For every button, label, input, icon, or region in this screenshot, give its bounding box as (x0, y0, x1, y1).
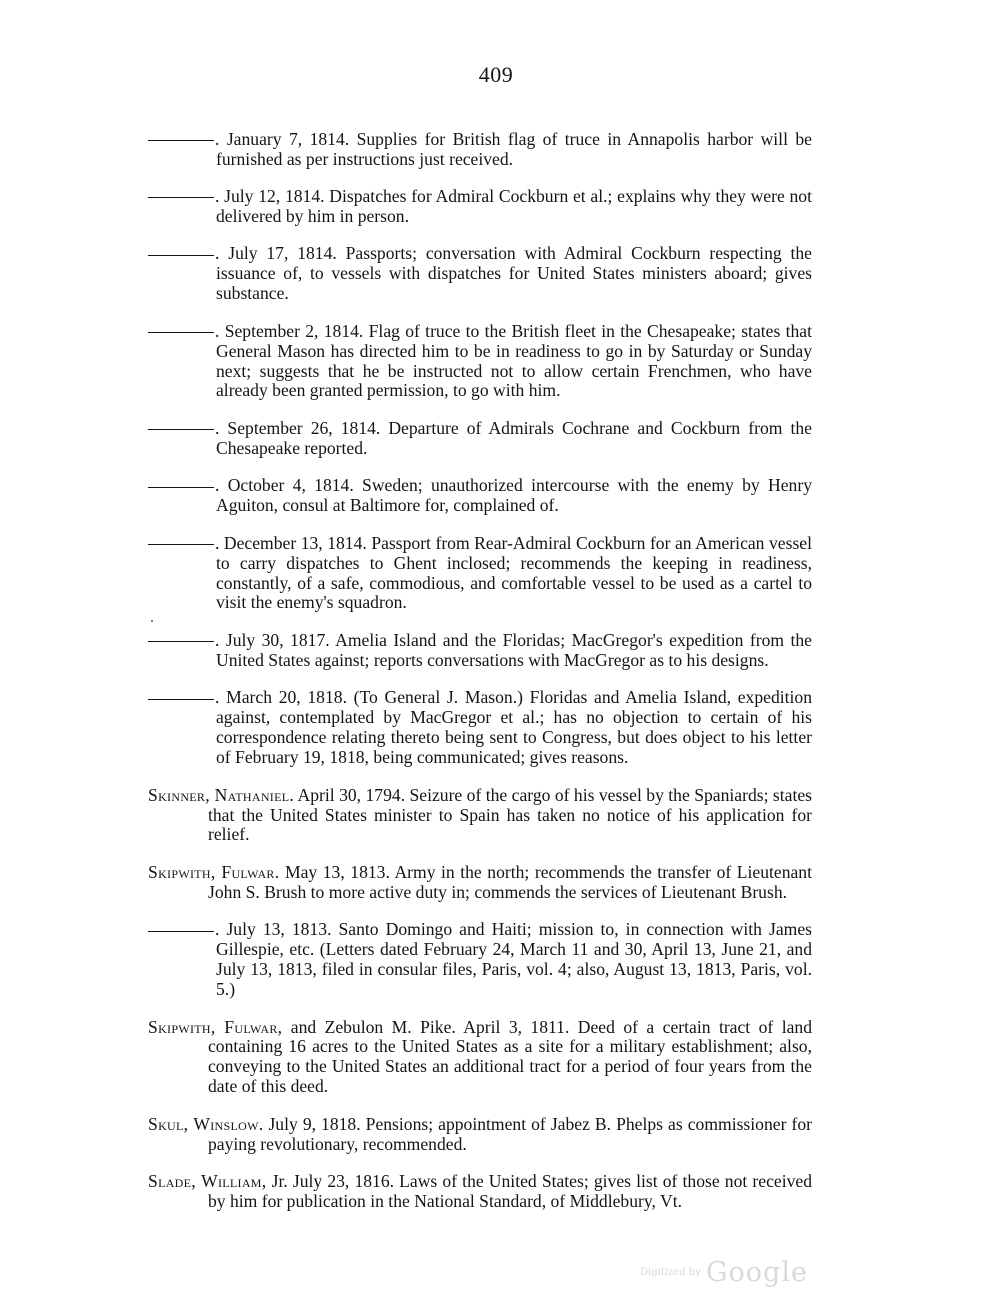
entry-list (148, 112, 812, 1221)
entry-text: April 3, 1811. Deed of a certain tract of land containing 16 acres to the United States as a site for a military establishment; also, conveying to the United States an additional tract for a period of four years from the date of this deed. (208, 1016, 812, 1097)
index-entry (148, 631, 812, 671)
entry-text: July 9, 1818. Pensions; appointment of Jabez B. Phelps as commissioner for paying revolutionary, recommended. (208, 1113, 812, 1154)
entry-text: . July 17, 1814. Passports; conversation with Admiral Cockburn respecting the issuance of, to vessels with dispatches for United States ministers aboard; gives substance. (215, 243, 812, 304)
index-entry (148, 419, 812, 459)
entry-text: . July 12, 1814. Dispatches for Admiral Cockburn et al.; explains why they were not delivered by him in person. (215, 186, 812, 226)
ditto-dash (148, 332, 214, 333)
ditto-dash (148, 699, 214, 700)
entry-name: Skipwith, Fulwar. (148, 861, 280, 882)
entry-text: . July 30, 1817. Amelia Island and the Floridas; MacGregor's expedition from the United States against; reports conversations with MacGregor as to his designs. (215, 629, 812, 670)
index-entry (148, 1018, 812, 1098)
ditto-dash (148, 487, 214, 488)
entry-name: Skinner, Nathaniel. (148, 784, 295, 805)
entry-text: . September 2, 1814. Flag of truce to the British fleet in the Chesapeake; states that General Mason has directed him to be in readiness to go in by Saturday or Sunday next; suggests that he be instructed not to allow certain Frenchmen, who have already been granted permission, to go with him. (215, 320, 812, 401)
page-number: 409 (478, 62, 514, 87)
index-entry (148, 786, 812, 846)
index-entry (148, 244, 812, 304)
ditto-dash (148, 197, 214, 198)
index-entry (148, 130, 812, 170)
entry-name: Skipwith, Fulwar, (148, 1016, 283, 1037)
entry-name-rest: and Zebulon M. Pike. (282, 1016, 456, 1037)
entry-text: May 13, 1813. Army in the north; recommends the transfer of Lieutenant John S. Brush to more active duty in; commends the services of Lieutenant Brush. (208, 861, 812, 902)
google-logo: Google (705, 1257, 808, 1288)
entry-name: Skul, Winslow. (148, 1113, 264, 1134)
index-entry (148, 534, 812, 614)
ditto-dash (148, 140, 214, 141)
entry-text: . January 7, 1814. Supplies for British flag of truce in Annapolis harbor will be furnished as per instructions just received. (215, 128, 812, 169)
index-entry (148, 322, 812, 402)
ditto-dash (148, 255, 214, 256)
entry-text: . September 26, 1814. Departure of Admirals Cochrane and Cockburn from the Chesapeake reported. (215, 417, 812, 458)
index-entry (148, 187, 812, 227)
index-entry (148, 920, 812, 1000)
index-entry (148, 688, 812, 768)
ditto-dash (148, 641, 214, 642)
index-entry (148, 1115, 812, 1155)
entry-name-rest: Jr. (266, 1171, 288, 1192)
ditto-dash (148, 931, 214, 932)
index-entry (148, 1172, 812, 1212)
watermark-prefix: Digitized by (640, 1267, 701, 1278)
entry-text: . July 13, 1813. Santo Domingo and Haiti; mission to, in connection with James Gillespie, etc. (Letters dated February 24, March 11 and 30, April 13, June 21, and July 13, 1813, filed in consular files, Paris, vol. 4; also, August 13, 1813, Paris, vol. 5.) (215, 919, 812, 1000)
entry-name: Slade, William, (148, 1171, 267, 1192)
google-watermark (640, 1257, 808, 1288)
entry-text: . March 20, 1818. (To General J. Mason.) Floridas and Amelia Island, expedition against, contemplated by MacGregor et al.; has no objection to certain of his correspondence relating thereto being sent to Congress, but does object to his letter of February 19, 1818, being communicated; gives reasons. (215, 687, 812, 768)
index-entry (148, 863, 812, 903)
ink-speck (151, 620, 153, 622)
entry-text: . October 4, 1814. Sweden; unauthorized intercourse with the enemy by Henry Aguiton, consul at Baltimore for, complained of. (215, 475, 812, 516)
entry-text: . December 13, 1814. Passport from Rear-Admiral Cockburn for an American vessel to carry dispatches to Ghent inclosed; recommends the keeping in readiness, constantly, of a safe, commodious, and comfortable vessel to be used as a cartel to visit the enemy's squadron. (215, 532, 812, 613)
entry-text: April 30, 1794. Seizure of the cargo of his vessel by the Spaniards; states that the United States minister to Spain has taken no notice of his application for relief. (208, 784, 812, 845)
ditto-dash (148, 429, 214, 430)
ditto-dash (148, 544, 214, 545)
entry-text: July 23, 1816. Laws of the United States; gives list of those not received by him for publication in the National Standard, of Middlebury, Vt. (208, 1171, 812, 1212)
index-entry (148, 476, 812, 516)
